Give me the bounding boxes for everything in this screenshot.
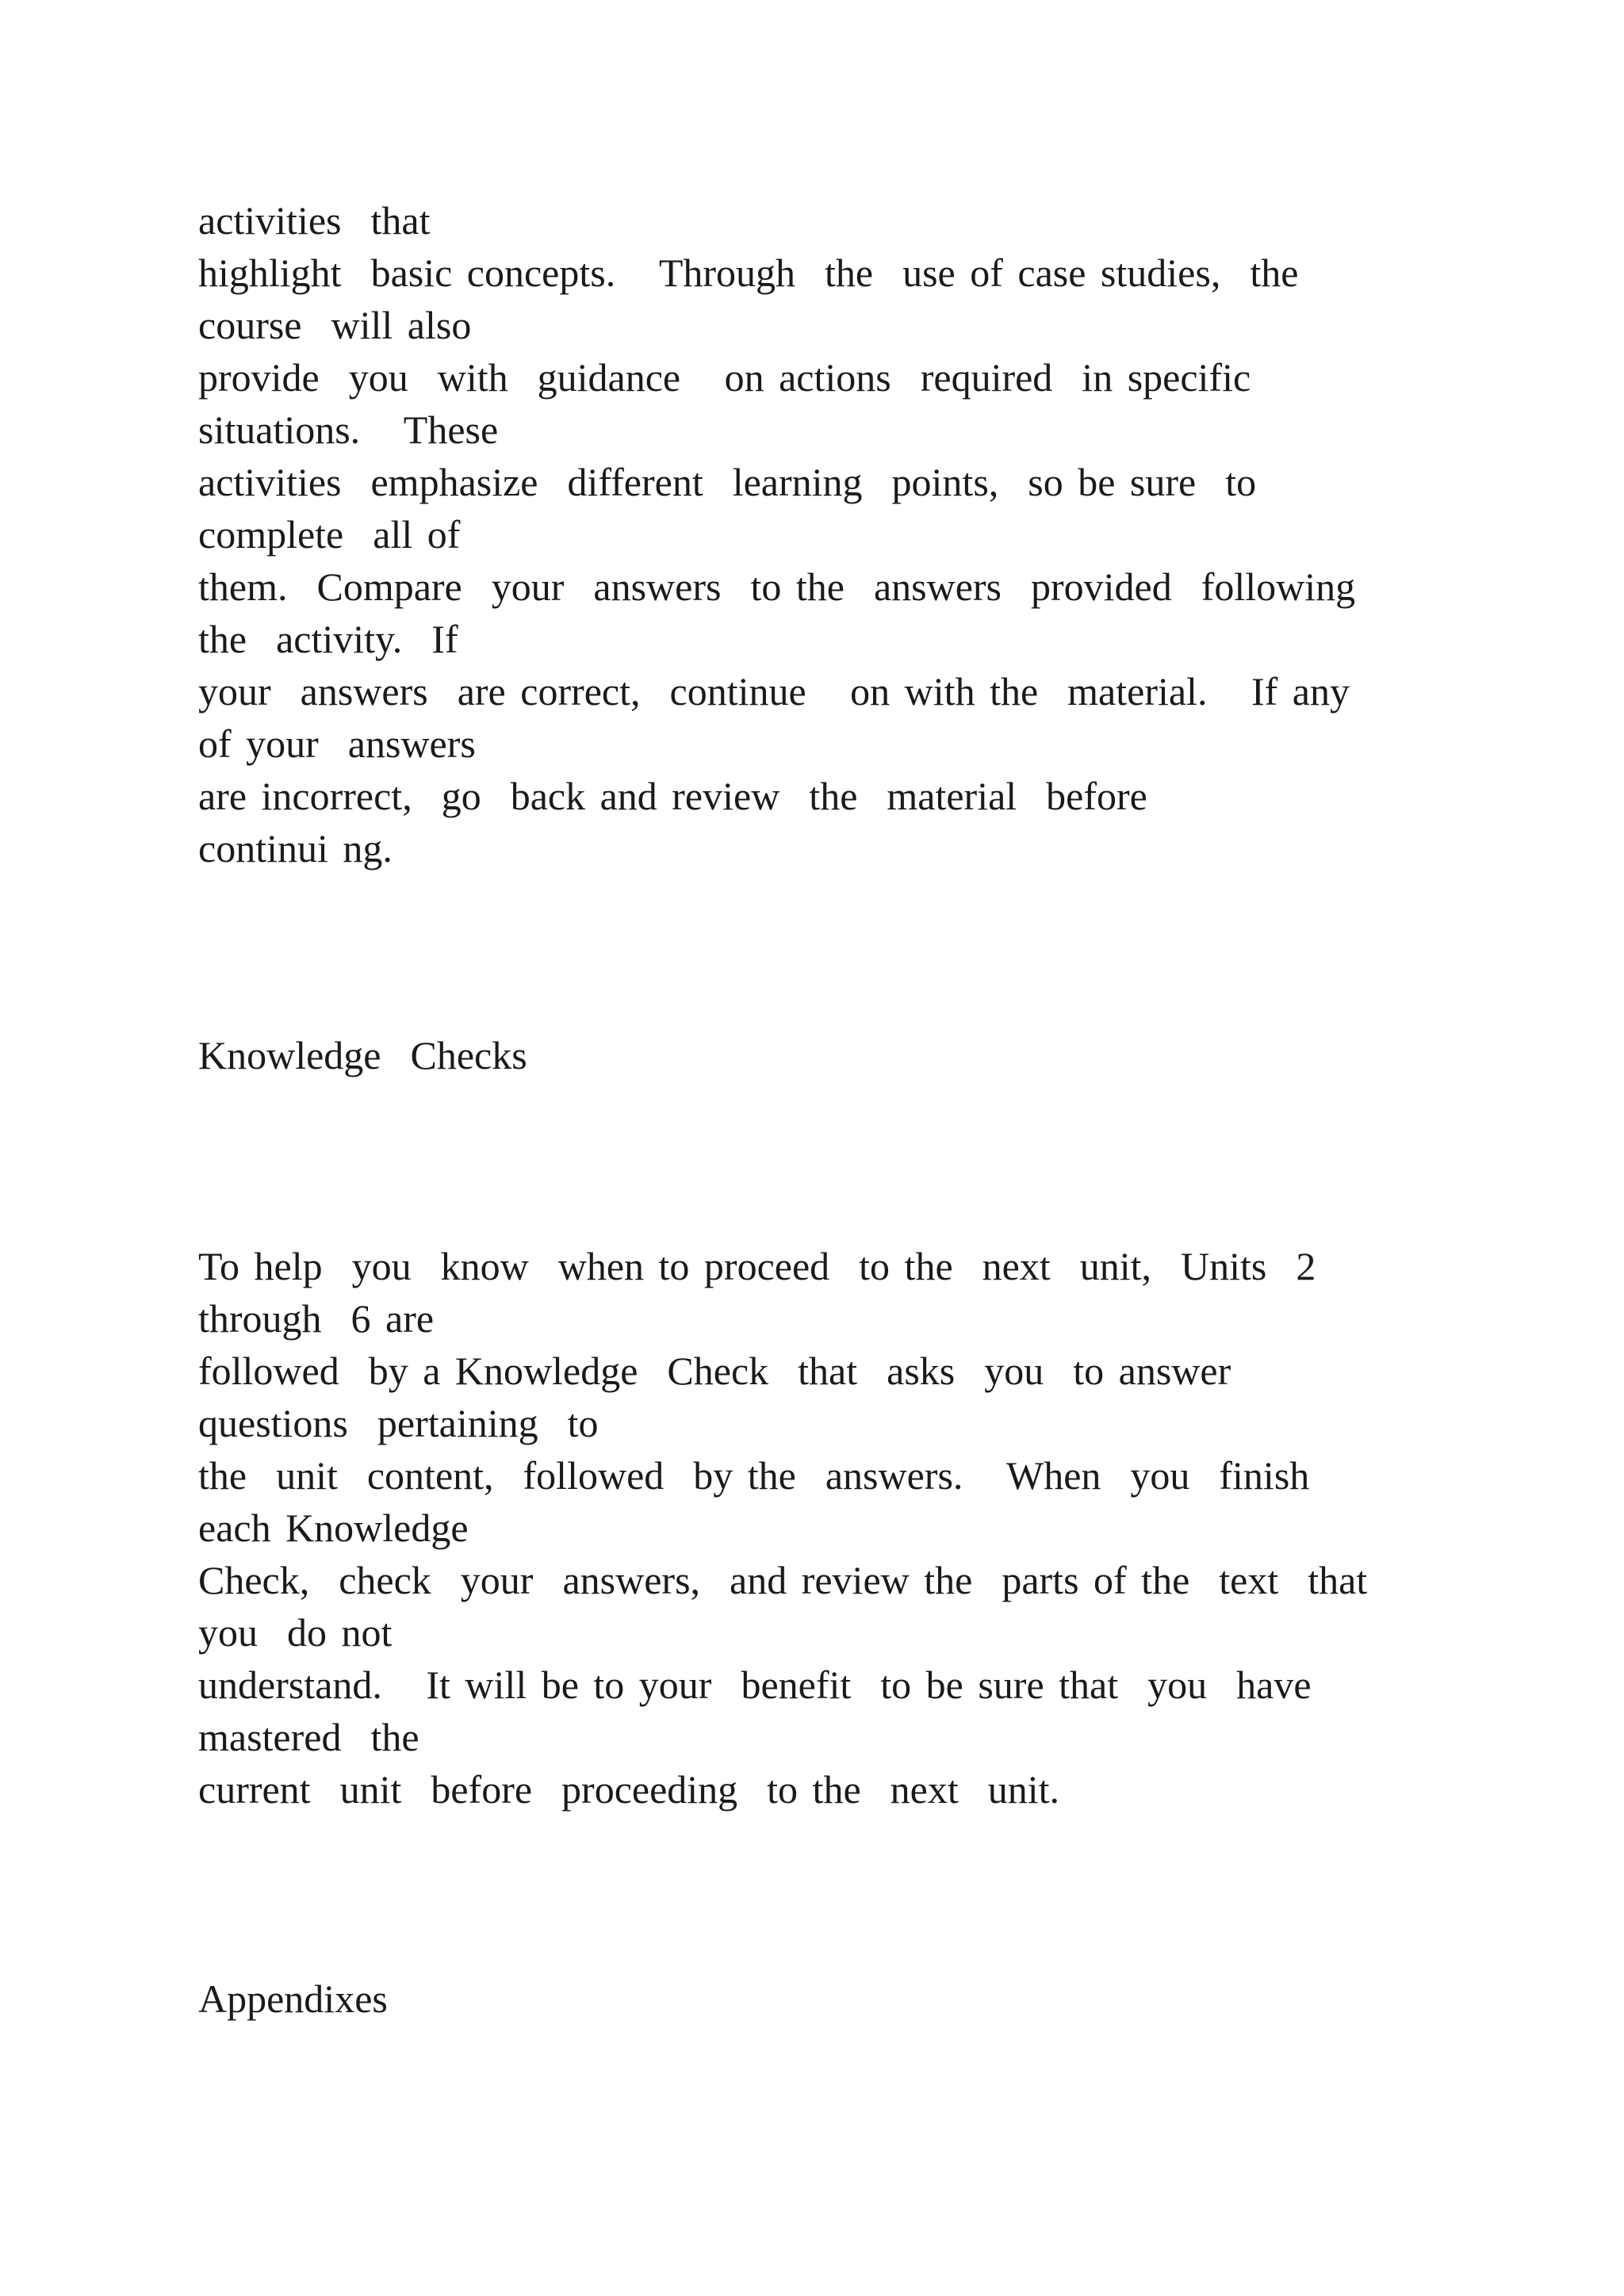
intro-line: of your answers bbox=[198, 721, 476, 766]
appendixes-heading: Appendixes bbox=[198, 1976, 388, 2021]
intro-line: your answers are correct, continue on with the material. If any bbox=[198, 669, 1350, 714]
intro-line: activities that bbox=[198, 198, 431, 243]
knowledge-checks-line: questions pertaining to bbox=[198, 1401, 599, 1445]
intro-line: continui ng. bbox=[198, 826, 393, 871]
knowledge-checks-heading: Knowledge Checks bbox=[198, 1033, 527, 1077]
intro-line: course will also bbox=[198, 303, 472, 347]
intro-line: them. Compare your answers to the answers provided following bbox=[198, 564, 1356, 609]
knowledge-checks-line: understand. It will be to your benefit to be sure that you have bbox=[198, 1663, 1312, 1707]
intro-line: activities emphasize different learning points, so be sure to bbox=[198, 460, 1257, 504]
intro-line: complete all of bbox=[198, 512, 461, 557]
knowledge-checks-line: the unit content, followed by the answers. When you finish bbox=[198, 1453, 1310, 1498]
intro-line: situations. These bbox=[198, 408, 499, 452]
intro-line: provide you with guidance on actions required in specific bbox=[198, 355, 1251, 400]
knowledge-checks-line: To help you know when to proceed to the next unit, Units 2 bbox=[198, 1244, 1316, 1288]
intro-line: the activity. If bbox=[198, 617, 458, 661]
knowledge-checks-line: each Knowledge bbox=[198, 1506, 469, 1550]
intro-line: are incorrect, go back and review the material before bbox=[198, 774, 1147, 818]
intro-line: highlight basic concepts. Through the use of case studies, the bbox=[198, 251, 1299, 295]
knowledge-checks-line: you do not bbox=[198, 1610, 393, 1655]
knowledge-checks-line: mastered the bbox=[198, 1715, 419, 1759]
knowledge-checks-line: Check, check your answers, and review the parts of the text that bbox=[198, 1558, 1368, 1602]
knowledge-checks-line: current unit before proceeding to the next unit. bbox=[198, 1767, 1060, 1812]
knowledge-checks-line: followed by a Knowledge Check that asks you to answer bbox=[198, 1349, 1231, 1393]
knowledge-checks-line: through 6 are bbox=[198, 1296, 435, 1341]
